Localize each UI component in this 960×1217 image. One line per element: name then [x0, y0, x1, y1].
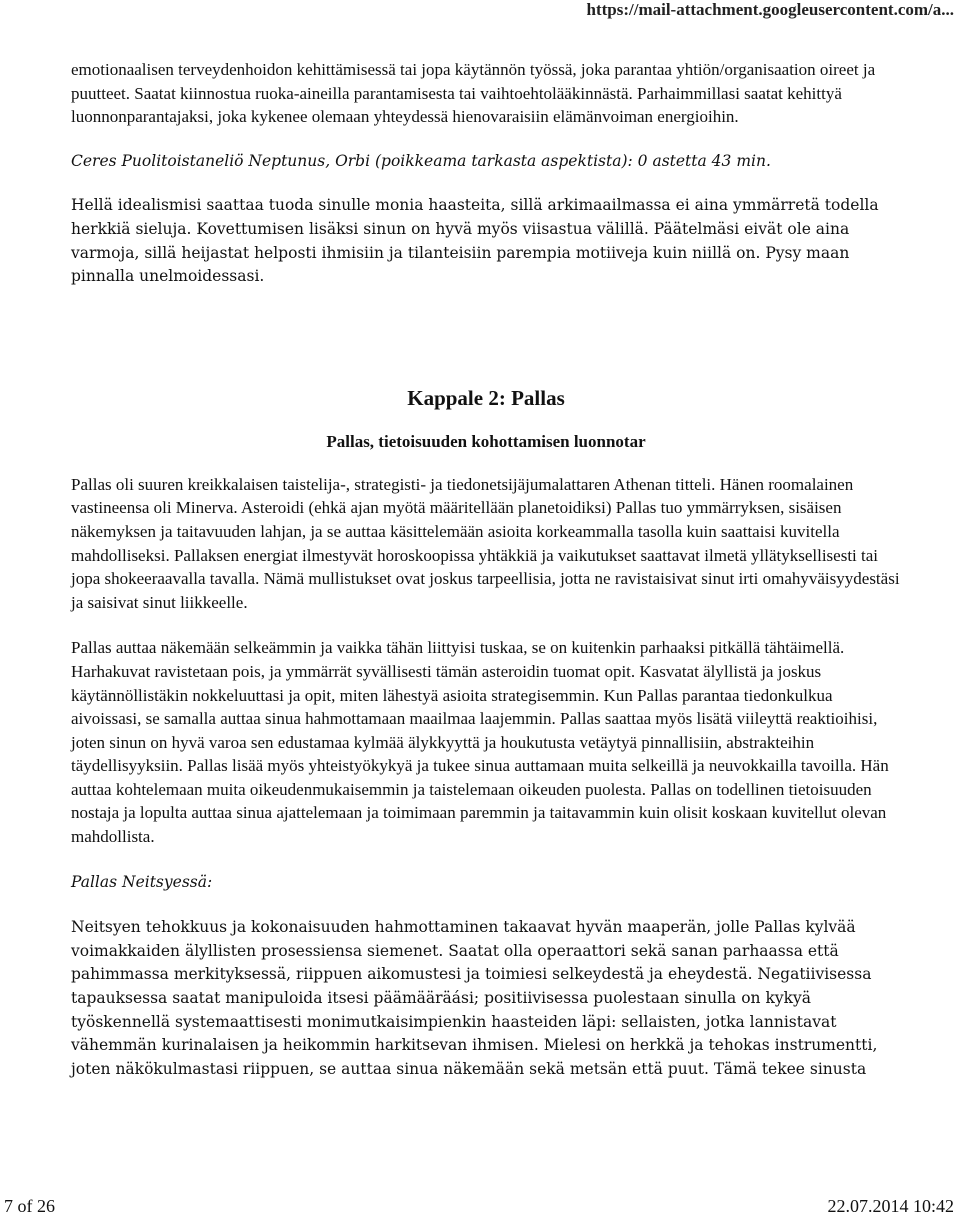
intro-paragraph: emotionaalisen terveydenhoidon kehittämisessä tai jopa käytännön työssä, joka parantaa yhtiön/organisaation oireet ja puutteet. Saatat kiinnostua ruoka-aineilla parantamisesta tai vaihtoehtolääkinnästä. Parhaimmillasi saatat kehittyä luonnonparantajaksi, joka kykenee olemaan yhteydessä hienovaraisiin elämänvoiman energioihin. [71, 60, 876, 127]
chapter-paragraph-3: Neitsyen tehokkuus ja kokonaisuuden hahmottaminen takaavat hyvän maaperän, jolle Pallas kylvää voimakkaiden älyllisten prosessiensa siemenet. Saatat olla operaattori sekä sanan parhaassa että pahimmassa merkityksessä, riippuen aikomustesi ja toimiesi selkeydestä ja eheydestä. Negatiivisessa tapauksessa saatat manipuloida itsesi päämääräási; positiivisessa puolestaan sinulla on kykyä työskennellä systemaattisesti monimutkaisimpienkin haasteiden läpi: sellaisten, jotka lannistavat vähemmän kurinalaisen ja heikommin harkitsevan ihmisen. Mielesi on herkkä ja tehokas instrumentti, joten näkökulmastasi riippuen, se auttaa sinua näkemään sekä metsän että puut. Tämä tekee sinusta [71, 918, 878, 1078]
print-datetime: 22.07.2014 10:42 [827, 1196, 954, 1216]
chapter-title: Kappale 2: Pallas [407, 385, 565, 410]
section-label: Pallas Neitsyessä: [71, 872, 213, 891]
chapter-subtitle: Pallas, tietoisuuden kohottamisen luonnotar [326, 431, 646, 451]
chapter-paragraph-2: Pallas auttaa näkemään selkeämmin ja vaikka tähän liittyisi tuskaa, se on kuitenkin parhaaksi pitkällä tähtäimellä. Harhakuvat ravistetaan pois, ja ymmärrät syvällisesti tämän asteroidin tuomat opit. Kasvatat älyllistä ja joskus käytännöllistäkin nokkeluuttasi ja opit, miten lähestyä asioita strategisemmin. Kun Pallas parantaa tiedonkulkua aivoissasi, se samalla auttaa sinua hahmottamaan maailmaa laajemmin. Pallas saattaa myös lisätä viileyttä reaktioihisi, joten sinun on hyvä varoa sen edustamaa kylmää älykkyyttä ja houkutusta vetäytyä pinnallisiin, abstrakteihin täydellisyyksiin. Pallas lisää myös yhteistyökykyä ja tukee sinua auttamaan muita selkeillä ja neuvokkailla tavoilla. Hän auttaa kohtelemaan muita oikeudenmukaisemmin ja taistelemaan oikeuden puolesta. Pallas on todellinen tietoisuuden nostaja ja lopulta auttaa sinua ajattelemaan ja toimimaan paremmin ja taitavammin kuin olisit koskaan kuvitellut olevan mahdollista. [71, 638, 889, 847]
chapter-paragraph: Pallas oli suuren kreikkalaisen taistelija-, strategisti- ja tiedonetsijäjumalattaren Athenan titteli. Hänen roomalainen vastineensa oli Minerva. Asteroidi (ehkä ajan myötä määritellään planetoidiksi) Pallas tuo ymmärryksen, sisäisen näkemyksen ja taitavuuden lahjan, ja se auttaa käsittelemään asioita korkeammalla tasolla kuin saattaisi kuvitella mahdolliseksi. Pallaksen energiat ilmestyvät horoskoopissa yhtäkkiä ja vaikutukset saattavat ilmetä yllätyksellisesti tai jopa shokeeraavalla tavalla. Nämä mullistukset ovat joskus tarpeellisia, jotta ne ravistaisivat sinut irti omahyväisyydestäsi ja saisivat sinut liikkeelle. [71, 474, 900, 612]
intro-paragraph-2: Hellä idealismisi saattaa tuoda sinulle monia haasteita, sillä arkimaailmassa ei aina ymmärretä todella herkkiä sieluja. Kovettumisen lisäksi sinun on hyvä myös viisastua välillä. Päätelmäsi eivät ole aina varmoja, sillä heijastat helposti ihmisiin ja tilanteisiin parempia motiiveja kuin niillä on. Pysy maan pinnalla unelmoidessasi. [71, 196, 879, 286]
print-header-url: https://mail-attachment.googleusercontent.com/a... [586, 0, 954, 19]
document-body [71, 58, 901, 1081]
aspect-line: Ceres Puolitoistaneliö Neptunus, Orbi (poikkeama tarkasta aspektista): 0 astetta 43 min. [71, 151, 771, 170]
page-number: 7 of 26 [4, 1196, 55, 1216]
